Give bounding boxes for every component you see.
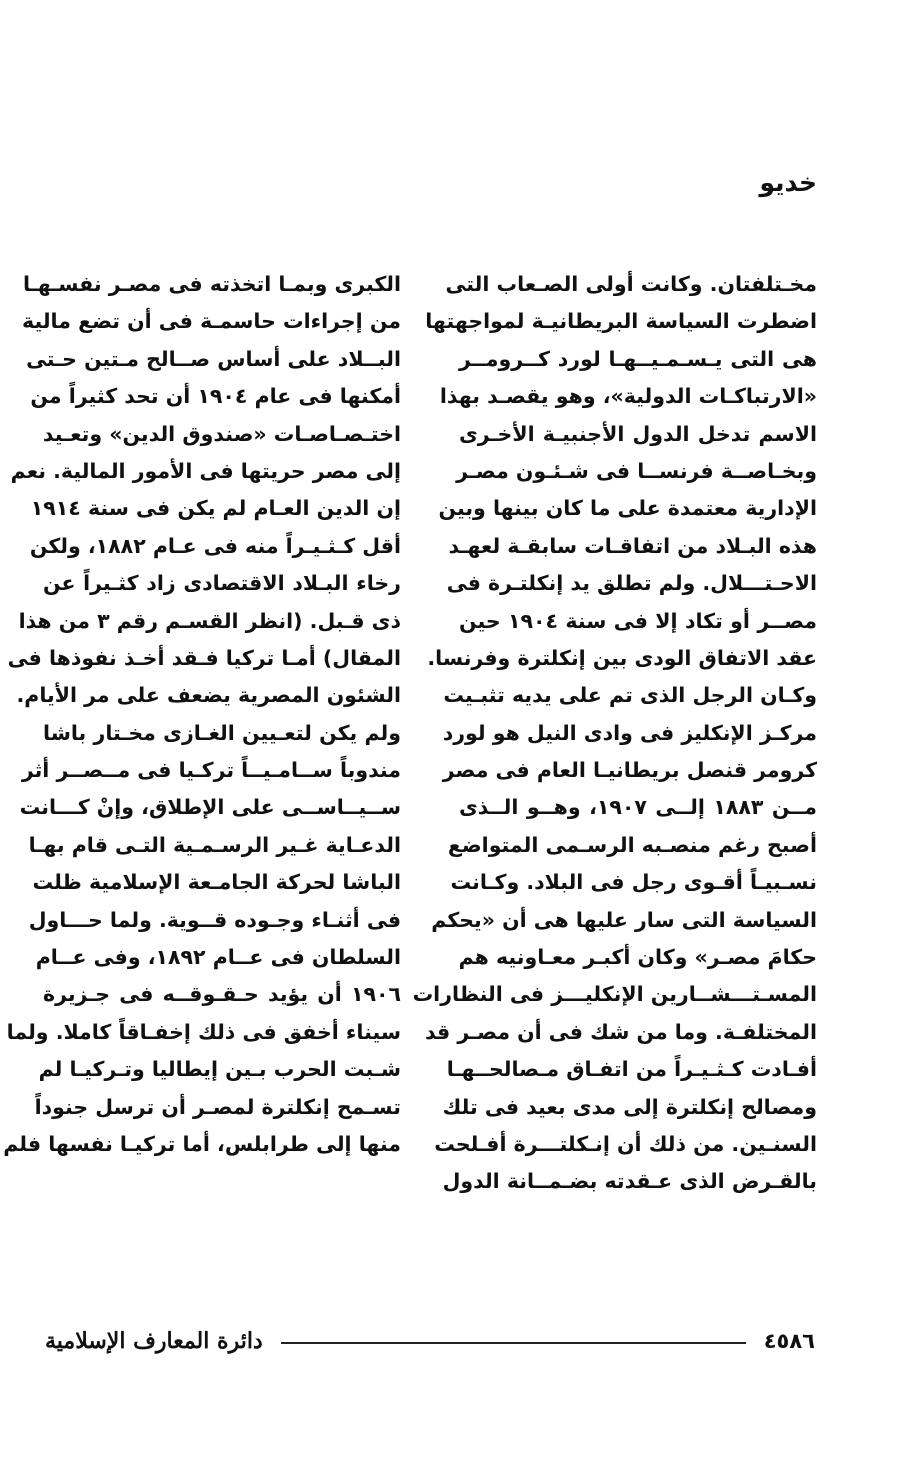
text-line: إلى مصر حريتها فى الأمور المالية. نعم <box>10 458 401 483</box>
text-line: أقل كـثـيـراً منه فى عـام ١٨٨٢، ولكن <box>29 533 401 558</box>
text-line: هذه البـلاد من اتفاقـات سابقـة لعهـد <box>448 533 817 558</box>
text-line: «الارتباكـات الدولية»، وهو يقصـد بهذا <box>439 384 817 409</box>
text-line: نسـبيـاً أقـوى رجل فى البلاد. وكـانت <box>450 870 817 895</box>
text-line: البــلاد على أساس صــالح مـتين حـتى <box>26 346 401 371</box>
running-head: خديو <box>759 168 817 197</box>
text-line: السنـين. من ذلك أن إنـكلتـــرة أفـلحت <box>434 1131 817 1156</box>
text-line: بالقـرض الذى عـقدته بضـمــانة الدول <box>442 1169 817 1194</box>
text-line: ١٩٠٦ أن يؤيد حـقـوقــه فى جـزيرة <box>43 982 401 1007</box>
text-line: الكبرى وبمـا اتخذته فى مصـر نفسـهـا <box>23 272 401 296</box>
text-line: اضطرت السياسة البريطانيـة لمواجهتها <box>425 309 817 334</box>
text-line: فى أثنـاء وجـوده قــوية. ولما حـــاول <box>28 907 401 932</box>
page-number: ٤٥٨٦ <box>763 1329 815 1353</box>
text-line: مندوباً ســامـيــاً تركـيا فى مــصــر أثر <box>21 758 401 783</box>
text-column-right <box>412 266 817 1201</box>
text-line: هى التى يـسـمـيــهـا لورد كــرومــر <box>459 346 817 371</box>
text-line: مــن ١٨٨٣ إلــى ١٩٠٧، وهــو الــذى <box>459 795 817 820</box>
text-line: تسـمح إنكلترة لمصـر أن ترسل جنوداً <box>34 1094 401 1119</box>
text-line: الباشا لحركة الجامـعة الإسلامية ظلت <box>32 870 401 895</box>
text-line: المسـتـــشــارين الإنكليـــز فى النظارات <box>412 982 817 1007</box>
page-footer <box>45 1326 815 1356</box>
text-line: المختلفـة. وما من شك فى أن مصـر قد <box>424 1019 817 1044</box>
text-line: مصــر أو تكاد إلا فى سنة ١٩٠٤ حين <box>459 608 817 633</box>
text-line: إن الدين العـام لم يكن فى سنة ١٩١٤ <box>30 496 401 521</box>
text-line: الاسم تدخل الدول الأجنبيـة الأخـرى <box>459 421 817 446</box>
text-line: حكامَ مصـر» وكان أكبـر معـاونيه هم <box>458 945 817 970</box>
text-line: ذى قـبل. (انظر القسـم رقم ٣ من هذا <box>18 608 401 633</box>
text-line: وكـان الرجل الذى تم على يديه تثبـيت <box>443 683 817 708</box>
text-line: الإدارية معتمدة على ما كان بينها وبين <box>438 496 817 521</box>
text-line: أمكنها فى عام ١٩٠٤ أن تحد كثيراً من <box>30 384 401 409</box>
text-line: مركـز الإنكليز فى وادى النيل هو لورد <box>442 720 817 745</box>
text-line: سيناء أخفق فى ذلك إخفـاقاً كاملا. ولما <box>6 1019 401 1044</box>
text-line: المقال) أمـا تركيا فـقد أخـذ نفوذها فى <box>7 645 401 670</box>
text-line: وبخـاصــة فرنســا فى شـئـون مصـر <box>456 458 817 483</box>
text-line: الدعـاية غـير الرسـمـية التـى قام بهـا <box>28 832 401 857</box>
text-line: مخـتلفتان. وكانت أولى الصـعاب التى <box>445 272 817 296</box>
text-line: السياسة التى سار عليها هى أن «يحكم <box>431 907 817 932</box>
text-line: أفـادت كـثـيـراً من اتفـاق مـصالحــهـا <box>446 1057 817 1082</box>
text-line: اختـصـاصـات «صندوق الدين» وتعـيد <box>42 421 401 446</box>
text-line: شـبت الحرب بـين إيطاليا وتـركيـا لم <box>38 1057 401 1082</box>
text-line: من إجراءات حاسمـة فى أن تضع مالية <box>22 309 401 334</box>
text-column-left <box>3 266 401 1163</box>
text-line: ســيــاســى على الإطلاق، وإنْ كـــانت <box>19 795 401 820</box>
text-line: عقد الاتفاق الودى بين إنكلترة وفرنسا. <box>427 645 817 670</box>
text-line: منها إلى طرابلس، أما تركيـا نفسها فلم <box>3 1131 401 1156</box>
text-line: ولم يكن لتعـيين الغـازى مخـتار باشا <box>43 720 401 745</box>
text-line: رخاء البـلاد الاقتصادى زاد كثـيراً عن <box>43 571 401 596</box>
text-line: أصبح رغم منصـبه الرسـمى المتواضع <box>447 832 817 857</box>
text-line: ومصالح إنكلترة إلى مدى بعيد فى تلك <box>442 1094 817 1119</box>
text-line: كرومر قنصل بريطانيـا العام فى مصر <box>442 758 817 783</box>
encyclopedia-name: دائرة المعارف الإسلامية <box>45 1328 263 1354</box>
text-line: الشئون المصرية يضعف على مر الأيام. <box>16 683 401 708</box>
text-line: الاحـتـــلال. ولم تطلق يد إنكلتـرة فى <box>446 571 817 596</box>
text-line: السلطان فى عــام ١٨٩٢، وفى عــام <box>35 945 401 970</box>
footer-rule <box>281 1342 746 1344</box>
